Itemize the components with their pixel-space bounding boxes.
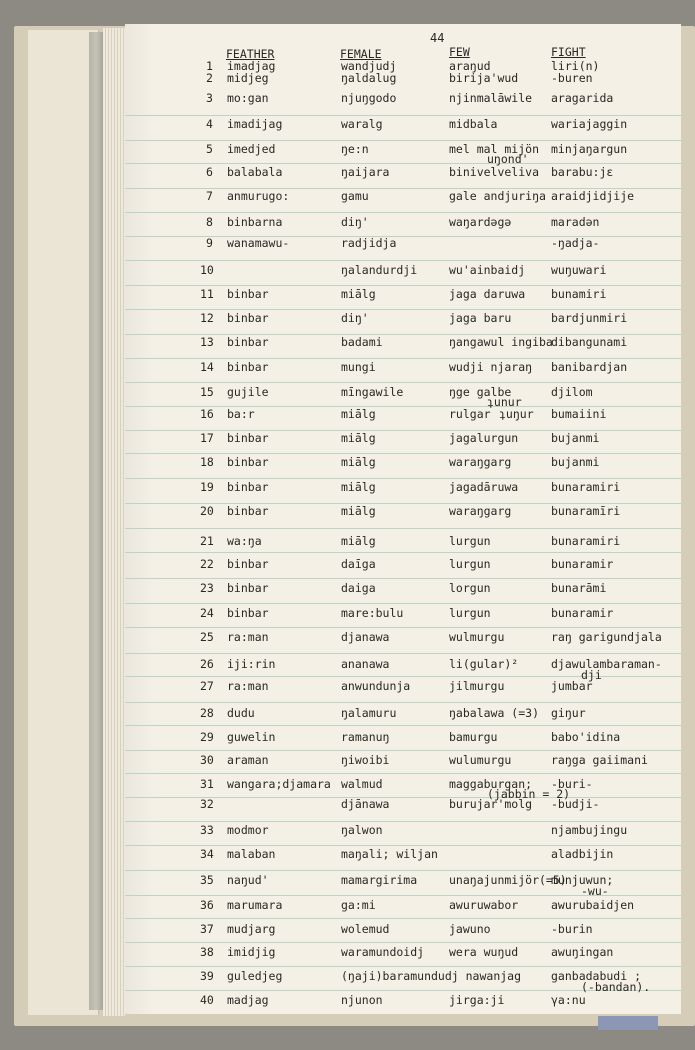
fight-word: γa:nu xyxy=(551,993,586,1007)
feather-word: marumara xyxy=(227,898,283,912)
header-female: FEMALE xyxy=(340,47,382,61)
row-number: 22 xyxy=(200,557,214,571)
female-word: miālg xyxy=(341,504,376,518)
row-number: 8 xyxy=(206,215,213,229)
fight-word: bunaramir xyxy=(551,606,614,620)
female-word: diŋ' xyxy=(341,311,369,325)
few-word-note: (jabbin = 2) xyxy=(487,787,571,801)
fight-word: barabu:jɛ xyxy=(551,165,614,179)
row-number: 27 xyxy=(200,679,214,693)
row-number: 30 xyxy=(200,753,214,767)
few-word: burujar'molg xyxy=(449,797,533,811)
ruled-line xyxy=(125,163,681,164)
few-word: awuruwabor xyxy=(449,898,519,912)
feather-word: binbar xyxy=(227,606,269,620)
feather-word: balabala xyxy=(227,165,283,179)
row-number: 35 xyxy=(200,873,214,887)
fight-word: bujanmi xyxy=(551,431,600,445)
fight-word: munjuwun; xyxy=(551,873,614,887)
female-word: mamargirima xyxy=(341,873,418,887)
few-word: ŋge galbe xyxy=(449,385,512,399)
feather-word: midjeg xyxy=(227,71,269,85)
ruled-line xyxy=(125,453,681,454)
few-word: jaga daruwa xyxy=(449,287,526,301)
row-number: 6 xyxy=(206,165,213,179)
feather-word: guledjeg xyxy=(227,969,283,983)
few-word: jaga baru xyxy=(449,311,512,325)
few-word: jilmurgu xyxy=(449,679,505,693)
fight-word: liri(n) xyxy=(551,59,600,73)
feather-word: binbarna xyxy=(227,215,283,229)
feather-word: naŋud' xyxy=(227,873,269,887)
ruled-line xyxy=(125,115,681,116)
ruled-line xyxy=(125,358,681,359)
few-word: ŋangawul ingiba xyxy=(449,335,553,349)
feather-word: mudjarg xyxy=(227,922,276,936)
few-word-overtyped: ʇuŋur xyxy=(499,407,534,421)
female-word: mīngawile xyxy=(341,385,404,399)
ruled-line xyxy=(125,966,681,967)
fight-word: giŋur xyxy=(551,706,586,720)
female-word: njunon xyxy=(341,993,383,1007)
fight-word: raŋga gaiimani xyxy=(551,753,648,767)
ruled-line xyxy=(125,627,681,628)
row-number: 7 xyxy=(206,189,213,203)
fight-word: minjaŋargun xyxy=(551,142,628,156)
fight-word: djawulambaraman- xyxy=(551,657,662,671)
feather-word: iji:rin xyxy=(227,657,276,671)
female-word: waramundoidj xyxy=(341,945,425,959)
female-word: diŋ' xyxy=(341,215,369,229)
ruled-line xyxy=(125,653,681,654)
few-word: waraŋgarg xyxy=(449,504,512,518)
few-word: wulmurgu xyxy=(449,630,505,644)
feather-word: binbar xyxy=(227,287,269,301)
binder-spine xyxy=(89,32,103,1010)
fight-word-note: (-bandan). xyxy=(581,980,651,994)
row-number: 10 xyxy=(200,263,214,277)
female-word: ramanuŋ xyxy=(341,730,390,744)
female-word: miālg xyxy=(341,407,376,421)
ruled-line xyxy=(125,821,681,822)
header-feather: FEATHER xyxy=(226,47,275,61)
few-word: wulumurgu xyxy=(449,753,512,767)
feather-word: wa:ŋa xyxy=(227,534,262,548)
feather-word: binbar xyxy=(227,504,269,518)
feather-word: imadjag xyxy=(227,59,276,73)
ruled-line xyxy=(125,870,681,871)
few-word: bamurgu xyxy=(449,730,498,744)
female-word: anwundunja xyxy=(341,679,411,693)
few-word: birija'wud xyxy=(449,71,519,85)
female-word: daīga xyxy=(341,557,376,571)
ruled-line xyxy=(125,212,681,213)
few-word: jagadāruwa xyxy=(449,480,519,494)
female-word: njuŋgodo xyxy=(341,91,397,105)
ruled-line xyxy=(125,309,681,310)
fight-word: aladbijin xyxy=(551,847,614,861)
header-few: FEW xyxy=(449,45,470,59)
fight-word: babo'idina xyxy=(551,730,621,744)
ruled-line xyxy=(125,725,681,726)
row-number: 26 xyxy=(200,657,214,671)
header-fight: FIGHT xyxy=(551,45,586,59)
row-number: 14 xyxy=(200,360,214,374)
feather-word: imedjed xyxy=(227,142,276,156)
feather-word: ba:r xyxy=(227,407,255,421)
female-word: miālg xyxy=(341,480,376,494)
few-word: jawuno xyxy=(449,922,491,936)
ruled-line xyxy=(125,750,681,751)
female-word: djānawa xyxy=(341,797,390,811)
female-word: ŋiwoibi xyxy=(341,753,390,767)
fight-word: wariajaggin xyxy=(551,117,628,131)
row-number: 36 xyxy=(200,898,214,912)
feather-word: imadijag xyxy=(227,117,283,131)
row-number: 2 xyxy=(206,71,213,85)
ruled-line xyxy=(125,845,681,846)
few-word: gale andjuriŋa xyxy=(449,189,546,203)
row-number: 3 xyxy=(206,91,213,105)
row-number: 15 xyxy=(200,385,214,399)
few-word: jirga:ji xyxy=(449,993,505,1007)
fight-word: bunaramiri xyxy=(551,480,621,494)
few-word: binivelveliva xyxy=(449,165,540,179)
row-number: 5 xyxy=(206,142,213,156)
ruled-line xyxy=(125,918,681,919)
fight-word: dibangunami xyxy=(551,335,628,349)
few-word: waŋardəgə xyxy=(449,215,512,229)
female-word: gamu xyxy=(341,189,369,203)
fight-word: raŋ garigundjala xyxy=(551,630,662,644)
feather-word: madjag xyxy=(227,993,269,1007)
ruled-line xyxy=(125,578,681,579)
feather-word: wanamawu- xyxy=(227,236,290,250)
feather-word: binbar xyxy=(227,455,269,469)
fight-word: jumbar xyxy=(551,679,593,693)
few-word: jagalurgun xyxy=(449,431,519,445)
female-word: ŋaijara xyxy=(341,165,390,179)
row-number: 24 xyxy=(200,606,214,620)
few-word: lorgun xyxy=(449,581,491,595)
fight-word: awurubaidjen xyxy=(551,898,635,912)
feather-word: binbar xyxy=(227,360,269,374)
ruled-line xyxy=(125,773,681,774)
few-word: lurgun xyxy=(449,606,491,620)
feather-word: binbar xyxy=(227,431,269,445)
fight-word: -ŋadja- xyxy=(551,236,600,250)
fight-word: djilom xyxy=(551,385,593,399)
few-word-note: ʇunur xyxy=(487,395,522,409)
row-number: 17 xyxy=(200,431,214,445)
fight-word: aragarida xyxy=(551,91,614,105)
female-word: miālg xyxy=(341,431,376,445)
fight-word: -buri- xyxy=(551,777,593,791)
row-number: 34 xyxy=(200,847,214,861)
fight-word: bunaramiri xyxy=(551,534,621,548)
few-word: unaŋajunmijör(=5) xyxy=(449,873,567,887)
row-number: 9 xyxy=(206,236,213,250)
fight-word: bujanmi xyxy=(551,455,600,469)
ruled-line xyxy=(125,260,681,261)
female-word: ŋalandurdji xyxy=(341,263,418,277)
female-word: wandjudj xyxy=(341,59,397,73)
fight-word: bunarāmi xyxy=(551,581,607,595)
fight-word: bumaiini xyxy=(551,407,607,421)
row-number: 11 xyxy=(200,287,214,301)
row-number: 1 xyxy=(206,59,213,73)
female-word: radjidja xyxy=(341,236,397,250)
row-number: 18 xyxy=(200,455,214,469)
fight-word-note: dji xyxy=(581,668,602,682)
female-word: ŋe:n xyxy=(341,142,369,156)
few-word: ŋabalawa (=3) xyxy=(449,706,540,720)
female-word: mare:bulu xyxy=(341,606,404,620)
female-word: ŋaldalug xyxy=(341,71,397,85)
feather-word: mo:gan xyxy=(227,91,269,105)
row-number: 13 xyxy=(200,335,214,349)
few-word: li(gular)² xyxy=(449,657,519,671)
feather-word: binbar xyxy=(227,480,269,494)
few-word: lurgun xyxy=(449,534,491,548)
fight-word-note: -wu- xyxy=(581,884,609,898)
row-number: 28 xyxy=(200,706,214,720)
feather-word: binbar xyxy=(227,311,269,325)
ruled-line xyxy=(125,603,681,604)
ruled-line xyxy=(125,702,681,703)
ruled-line xyxy=(125,140,681,141)
feather-word: ra:man xyxy=(227,630,269,644)
female-word: miālg xyxy=(341,534,376,548)
female-word: ŋalamuru xyxy=(341,706,397,720)
fight-word: ganbadabudi ; xyxy=(551,969,642,983)
few-word: maggaburgan; xyxy=(449,777,533,791)
row-number: 33 xyxy=(200,823,214,837)
feather-word: modmor xyxy=(227,823,269,837)
fight-word: bunaramir xyxy=(551,557,614,571)
feather-word: binbar xyxy=(227,335,269,349)
row-number: 19 xyxy=(200,480,214,494)
row-number: 12 xyxy=(200,311,214,325)
row-number: 4 xyxy=(206,117,213,131)
few-word-note: uŋond' xyxy=(487,152,529,166)
ruled-line xyxy=(125,382,681,383)
fight-word: awuŋingan xyxy=(551,945,614,959)
fight-word: wuŋuwari xyxy=(551,263,607,277)
few-word: midbala xyxy=(449,117,498,131)
fight-word: maradən xyxy=(551,215,600,229)
female-word: (ŋaji)baramundudj nawanjag xyxy=(341,969,522,983)
female-word: wolemud xyxy=(341,922,390,936)
ruled-line xyxy=(125,552,681,553)
fight-word: bunamiri xyxy=(551,287,607,301)
fight-word: banibardjan xyxy=(551,360,628,374)
female-word: ga:mi xyxy=(341,898,376,912)
row-number: 38 xyxy=(200,945,214,959)
page-number: 44 xyxy=(430,31,445,45)
female-word: daiga xyxy=(341,581,376,595)
few-word: wudji njaraŋ xyxy=(449,360,533,374)
feather-word: binbar xyxy=(227,581,269,595)
few-word: mel mal mijön xyxy=(449,142,540,156)
row-number: 25 xyxy=(200,630,214,644)
feather-word: anmurugo: xyxy=(227,189,290,203)
row-number: 29 xyxy=(200,730,214,744)
row-number: 32 xyxy=(200,797,214,811)
few-word: waraŋgarg xyxy=(449,455,512,469)
fight-word: araidjidjije xyxy=(551,189,635,203)
row-number: 20 xyxy=(200,504,214,518)
feather-word: binbar xyxy=(227,557,269,571)
female-word: ananawa xyxy=(341,657,390,671)
fight-word: bunaramīri xyxy=(551,504,621,518)
row-number: 31 xyxy=(200,777,214,791)
few-word: wera wuŋud xyxy=(449,945,519,959)
few-word: araŋud xyxy=(449,59,491,73)
row-number: 40 xyxy=(200,993,214,1007)
fight-word: bardjunmiri xyxy=(551,311,628,325)
ruled-line xyxy=(125,942,681,943)
fight-word: -burin xyxy=(551,922,593,936)
few-word: lurgun xyxy=(449,557,491,571)
fight-word: njambujingu xyxy=(551,823,628,837)
female-word: maŋali; wiljan xyxy=(341,847,438,861)
feather-word: araman xyxy=(227,753,269,767)
feather-word: wangara;djamara xyxy=(227,777,331,791)
feather-word: malaban xyxy=(227,847,276,861)
ruled-line xyxy=(125,528,681,529)
few-word: njinmalāwile xyxy=(449,91,533,105)
female-word: miālg xyxy=(341,455,376,469)
ruled-line xyxy=(125,285,681,286)
row-number: 39 xyxy=(200,969,214,983)
female-word: waralg xyxy=(341,117,383,131)
row-number: 37 xyxy=(200,922,214,936)
blue-tab xyxy=(598,1016,658,1030)
row-number: 16 xyxy=(200,407,214,421)
feather-word: gujile xyxy=(227,385,269,399)
feather-word: dudu xyxy=(227,706,255,720)
ruled-line xyxy=(125,478,681,479)
female-word: ŋalwon xyxy=(341,823,383,837)
few-word: rulgar xyxy=(449,407,491,421)
row-number: 21 xyxy=(200,534,214,548)
feather-word: ra:man xyxy=(227,679,269,693)
fight-word: -budji- xyxy=(551,797,600,811)
female-word: walmud xyxy=(341,777,383,791)
row-number: 23 xyxy=(200,581,214,595)
female-word: miālg xyxy=(341,287,376,301)
feather-word: guwelin xyxy=(227,730,276,744)
fight-word: -buren xyxy=(551,71,593,85)
few-word: wu'ainbaidj xyxy=(449,263,526,277)
female-word: djanawa xyxy=(341,630,390,644)
page-stack xyxy=(103,28,125,1016)
feather-word: imidjig xyxy=(227,945,276,959)
female-word: badami xyxy=(341,335,383,349)
female-word: mungi xyxy=(341,360,376,374)
